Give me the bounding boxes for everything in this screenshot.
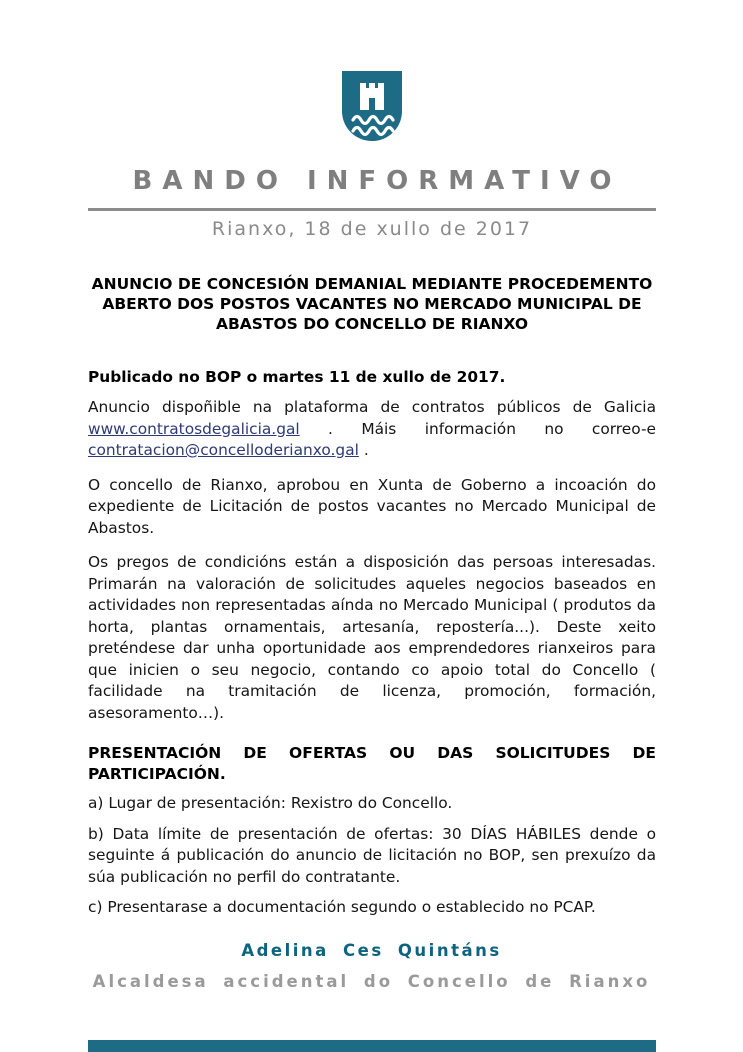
presentation-item-b: b) Data límite de presentación de ofertas: 30 DÍAS HÁBILES dende o seguinte á publicación do anuncio de licitación no BOP, sen prexuízo da súa publicación no perfil do contratante. (88, 824, 656, 886)
footer-accent-bar (88, 1040, 656, 1052)
document-dateline: Rianxo, 18 de xullo de 2017 (211, 218, 533, 240)
announcement-heading: ANUNCIO DE CONCESIÓN DEMANIAL MEDIANTE PROCEDEMENTO ABERTO DOS POSTOS VACANTES NO MERCADO MUNICIPAL DE ABASTOS DO CONCELLO DE RIANXO (91, 275, 653, 333)
contact-email-link[interactable]: contratacion@concelloderianxo.gal (88, 441, 359, 459)
presentation-item-a: a) Lugar de presentación: Rexistro do Concello. (88, 794, 453, 812)
presentation-heading: PRESENTACIÓN DE OFERTAS OU DAS SOLICITUDES DE PARTICIPACIÓN. (88, 744, 656, 783)
contracts-portal-link[interactable]: www.contratosdegalicia.gal (88, 419, 300, 438)
document-title: BANDO INFORMATIVO (132, 166, 622, 196)
pregos-paragraph: Os pregos de condicións están a disposición das persoas interesadas. Primarán na valoración de solicitudes aqueles negocios baseados en actividades non representadas aínda no Mercado Municipal ( produtos da horta, plantas ornamentais, artesanía, repostería...). Deste xeito preténdese dar unha oportunidade aos emprendedores rianxeiros para que inicien o seu negocio, contando co apoio total do Concello ( facilidade na tramitación de licenza, promoción, formación, asesoramento…). (88, 553, 656, 722)
presentation-item-c: c) Presentarase a documentación segundo o establecido no PCAP. (88, 898, 596, 916)
availability-paragraph (88, 397, 656, 462)
logo-container (0, 70, 743, 142)
availability-text-after: . (363, 441, 369, 459)
signature-name: Adelina Ces Quintáns (241, 941, 502, 960)
signature-role: Alcaldesa accidental do Concello de Rianxo (92, 972, 651, 991)
header-divider (88, 208, 656, 211)
document-body (0, 168, 743, 919)
incoacion-paragraph: O concello de Rianxo, aprobou en Xunta de Goberno a incoación do expediente de Licitación de postos vacantes no Mercado Municipal de Abastos. (88, 475, 656, 537)
concello-rianxo-crest-icon (341, 70, 403, 142)
availability-text-middle: . Máis información no correo-e (328, 419, 656, 438)
availability-text-before: Anuncio dispoñible na plataforma de contratos públicos de Galicia (88, 398, 656, 416)
published-bop-line: Publicado no BOP o martes 11 de xullo de 2017. (88, 368, 506, 386)
